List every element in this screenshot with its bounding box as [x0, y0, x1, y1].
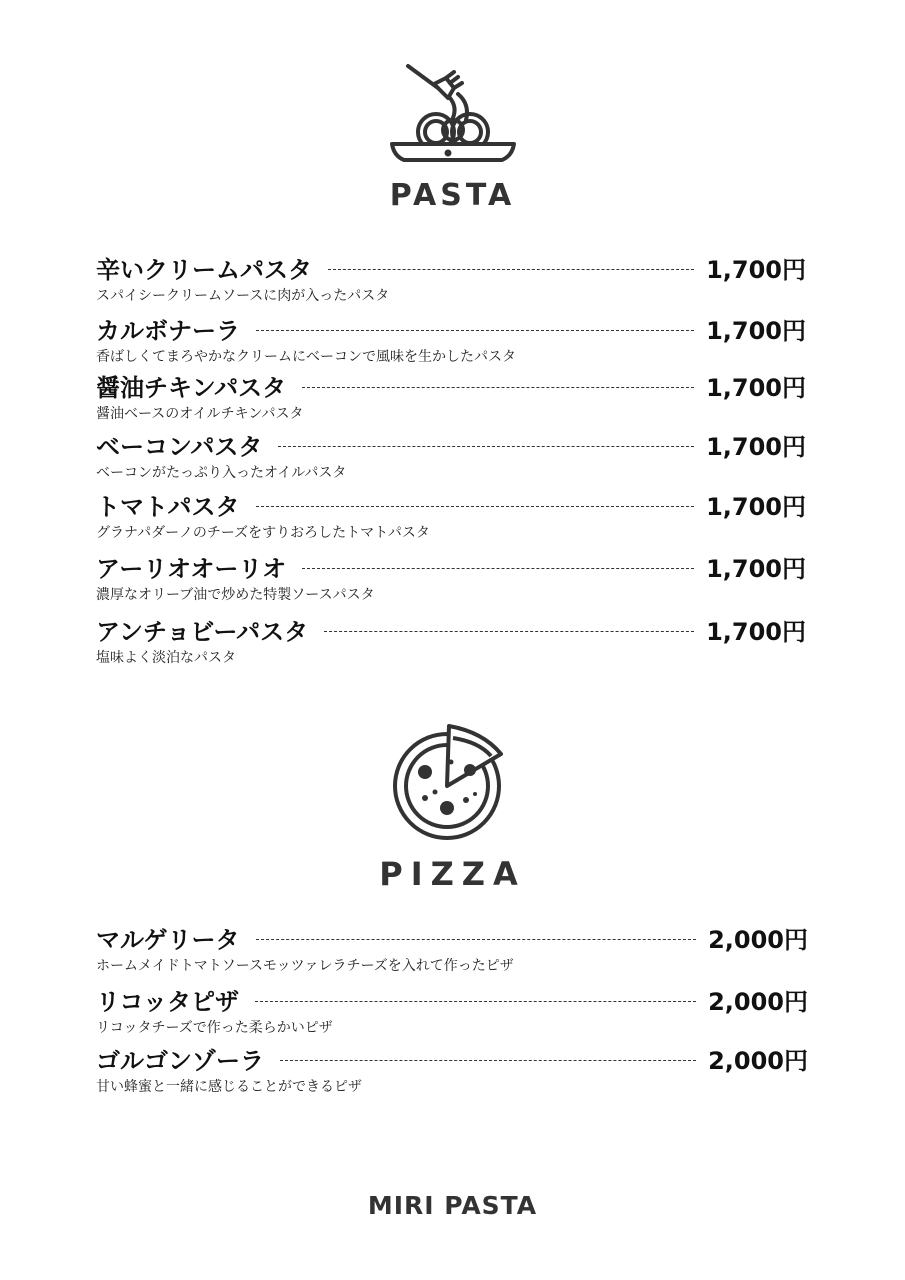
menu-item: [96, 1041, 808, 1101]
dotted-leader: [256, 506, 695, 507]
menu-item: [96, 250, 806, 311]
menu-item-description: 香ばしくてまろやかなクリームにベーコンで風味を生かしたパスタ: [96, 349, 516, 365]
menu-item-description: ホームメイドトマトソースモッツァレラチーズを入れて作ったピザ: [96, 958, 514, 974]
dotted-leader: [256, 330, 694, 331]
menu-item-row: [96, 920, 808, 954]
menu-item: [96, 311, 806, 368]
menu-item-price: 1,700円: [706, 373, 806, 402]
menu-item-name: カルボナーラ: [96, 316, 240, 345]
pasta-section-title: PASTA: [389, 178, 516, 213]
menu-item-price: 1,700円: [706, 432, 806, 461]
pizza-menu-list: [96, 920, 808, 1101]
menu-item-row: [96, 250, 806, 284]
pasta-section-icon-wrap: [0, 58, 905, 168]
menu-item-description: スパイシークリームソースに肉が入ったパスタ: [96, 288, 390, 304]
menu-item-description: リコッタチーズで作った柔らかいピザ: [96, 1020, 333, 1036]
menu-item: [96, 982, 808, 1041]
menu-item-name: リコッタピザ: [96, 987, 240, 1016]
menu-item-name: 辛いクリームパスタ: [96, 255, 312, 284]
menu-item: [96, 368, 806, 427]
menu-item-description: 醤油ベースのオイルチキンパスタ: [96, 406, 304, 422]
dotted-leader: [328, 269, 694, 270]
menu-item: [96, 549, 806, 612]
pizza-section-icon-wrap: [0, 720, 905, 844]
pasta-plate-icon: [388, 58, 518, 168]
menu-item-name: マルゲリータ: [96, 925, 240, 954]
menu-item-name: ベーコンパスタ: [96, 432, 263, 461]
menu-item-price: 2,000円: [708, 987, 808, 1016]
pasta-menu-list: [96, 250, 806, 672]
menu-item-price: 2,000円: [708, 1046, 808, 1075]
menu-item: [96, 487, 806, 549]
footer-brand-name: MIRI PASTA: [367, 1191, 538, 1220]
dotted-leader: [278, 446, 694, 447]
menu-item-row: [96, 427, 806, 461]
menu-item-name: アーリオオーリオ: [96, 554, 287, 583]
menu-item: [96, 920, 808, 982]
menu-item-row: [96, 982, 808, 1016]
pizza-section-title: PIZZA: [379, 855, 526, 893]
dotted-leader: [324, 631, 694, 632]
menu-item-price: 1,700円: [706, 316, 806, 345]
menu-item-price: 1,700円: [706, 617, 806, 646]
menu-item-row: [96, 549, 806, 583]
menu-item-row: [96, 487, 806, 521]
menu-item-description: ベーコンがたっぷり入ったオイルパスタ: [96, 465, 347, 481]
menu-item-row: [96, 311, 806, 345]
menu-item-name: 醤油チキンパスタ: [96, 373, 287, 402]
menu-item-row: [96, 1041, 808, 1075]
menu-item-name: トマトパスタ: [96, 492, 240, 521]
menu-item-price: 1,700円: [706, 255, 806, 284]
menu-item-price: 1,700円: [706, 492, 806, 521]
menu-item-description: グラナパダーノのチーズをすりおろしたトマトパスタ: [96, 525, 430, 541]
menu-item-description: 甘い蜂蜜と一緒に感じることができるピザ: [96, 1079, 362, 1095]
menu-item-price: 1,700円: [706, 554, 806, 583]
dotted-leader: [302, 568, 694, 569]
menu-item-name: アンチョビーパスタ: [96, 617, 309, 646]
menu-item-row: [96, 368, 806, 402]
pizza-icon: [391, 720, 515, 844]
menu-item-description: 濃厚なオリーブ油で炒めた特製ソースパスタ: [96, 587, 375, 603]
menu-item-description: 塩味よく淡泊なパスタ: [96, 650, 236, 666]
dotted-leader: [255, 1001, 696, 1002]
menu-item-name: ゴルゴンゾーラ: [96, 1046, 264, 1075]
dotted-leader: [256, 939, 697, 940]
menu-item: [96, 612, 806, 672]
dotted-leader: [280, 1060, 696, 1061]
menu-item-price: 2,000円: [708, 925, 808, 954]
menu-item-row: [96, 612, 806, 646]
dotted-leader: [302, 387, 694, 388]
menu-item: [96, 427, 806, 487]
